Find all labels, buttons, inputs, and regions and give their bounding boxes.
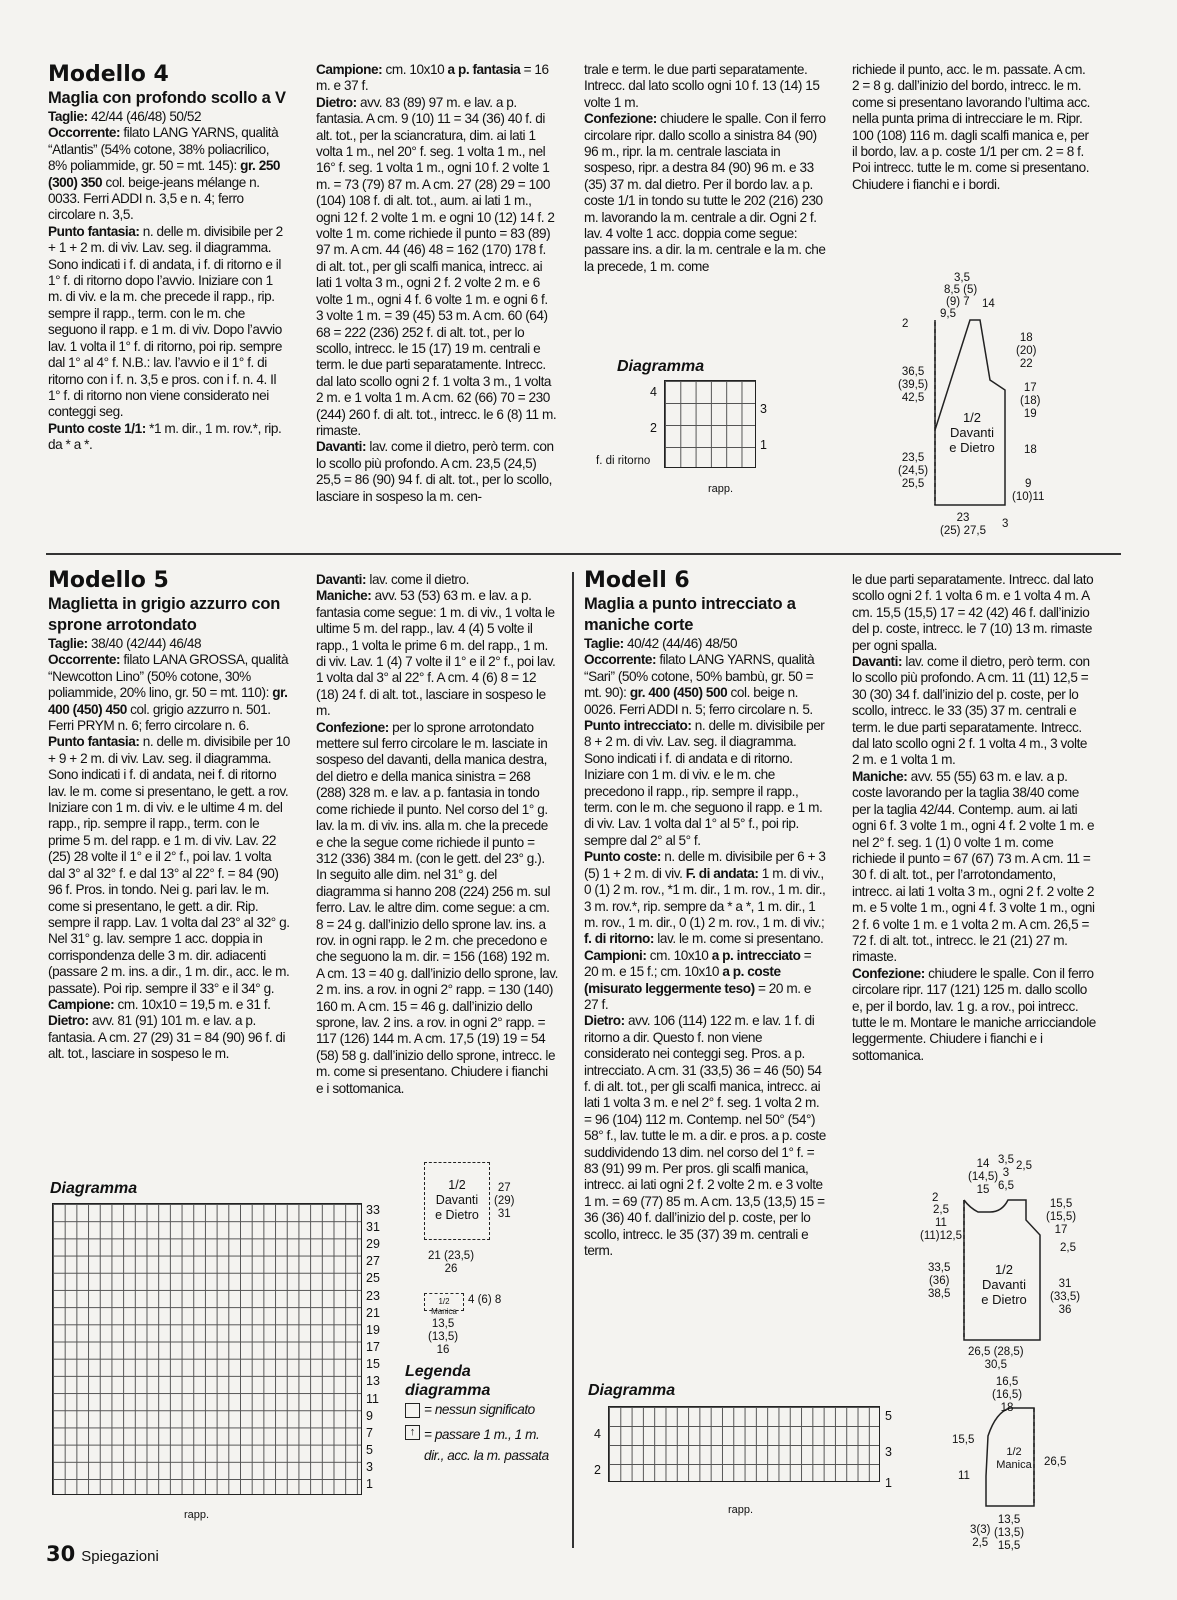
m4-l1: 36,5 (39,5) 42,5 (898, 366, 929, 404)
modello4-taglie: Taglie: 42/44 (46/48) 50/52 (48, 109, 202, 124)
modell6-punto-coste: Punto coste: n. delle m. divisibile per 6 + 3 (5) 1 + 2 m. di viv. F. di andata: 1 m. di viv., 0 (1) 2 m. rov., *1 m. dir., 1 m. rov., 1 m. dir., 3 m. rov.*, rip. sempre da * a *, 1 m. dir., 1 m. rov., 1 m. dir., 0 (1) 2 m. rov., 1 m. di viv.; f. di ritorno: lav. le m. come si presentano. (584, 849, 826, 947)
modello4-punto-fantasia: Punto fantasia: n. delle m. divisibile per 2 + 1 + 2 m. di viv. Lav. seg. il diagramma. Sono indicati i f. di andata, i f. di ritorno e il 1° f. di ritorno dopo l’avvio. Iniziare con 1 m. di viv. e la m. che precede il rapp., rip. sempre il rapp., term. con le m. che seguono il rapp. e 1 m. di viv. Dopo l’avvio lav. 1 volta il 1° f. di ritorno, poi rip. sempre dal 1° al 4° f. N.B.: lav. l’avvio e il 1° f. di ritorno con i f. n. 3,5 e pros. con i f. n. 4. Il 1° f. di ritorno non viene considerato nei conteggi seg. (48, 223, 283, 420)
legend-empty-text: = nessun significato (424, 1402, 535, 1417)
modello5-col6 (316, 572, 558, 1097)
m5-sleeve-label: 1/2 Manica (431, 1297, 457, 1316)
modello4-schematic (880, 270, 1060, 540)
m6-row-4: 4 (594, 1427, 601, 1441)
modell6-col8 (852, 572, 1096, 1064)
modello5-subtitle: Maglietta in grigio azzurro con sprone arrotondato (48, 595, 281, 634)
modell6-body-schematic (898, 1150, 1088, 1380)
modello4-stitch-diagram (664, 380, 756, 468)
m6-sleeve-bottom: 13,5 (13,5) 15,5 (994, 1514, 1025, 1552)
m5-row: 3 (366, 1460, 373, 1474)
modell6-title: Modell 6 (584, 568, 690, 593)
m5-row: 9 (366, 1409, 373, 1423)
m6-25: 2,5 (1016, 1160, 1032, 1172)
m5-sleeve-bottom: 13,5 (13,5) 16 (428, 1318, 459, 1356)
modello4-subtitle: Maglia con profondo scollo a V (48, 89, 286, 107)
modell6-occorrente: Occorrente: filato LANG YARNS, qualità “Sari” (50% cotone, 50% bambù, gr. 50 = mt. 90): gr. 400 (450) 500 col. beige n. 0026. Ferri ADDI n. 5; ferro circolare n. 5. (584, 652, 815, 717)
m6-r25: 2,5 (1060, 1242, 1076, 1254)
m5-row: 17 (366, 1340, 380, 1354)
modello4-diagram-title: Diagramma (617, 358, 705, 375)
modello4-dietro: Dietro: avv. 83 (89) 97 m. e lav. a p. fantasia. A cm. 9 (10) 11 = 34 (36) 40 f. di alt. tot., per la sciancratura, dim. ai lati 1 volta 1 m., nel 20° f. seg. 1 volta 1 m., nel 16° f. seg. 1 volta 1 m., ogni 10 f. 2 volte 1 m. = 73 (79) 87 m. A cm. 27 (28) 29 = 100 (104) 108 f. di alt. tot., aum. ai lati 1 m., ogni 12 f. 2 volte 1 m. e ogni 10 (12) 14 f. 2 volte 1 m. come richiede il punto = 83 (89) 97 m. A cm. 44 (46) 48 = 162 (170) 178 f. di alt. tot., per gli scalfi manica, intrecc. ai lati 1 volta 3 m., ogni 2 f. 2 volte 2 m. e 6 volte 1 m., ogni 4 f. 6 volte 1 m. e ogni 6 f. 3 volte 1 m. = 39 (45) 53 m. A cm. 60 (64) 68 = 222 (236) 252 f. di alt. tot., per lo scollo, intrecc. le 15 (17) 19 m. centrali e term. le due parti separatamente. Intrecc. dal lato scollo ogni 2 f. 1 volta 3 m., 1 volta 2 m. e 1 volta 1 m. A cm. 62 (66) 70 = 230 (244) 260 f. di alt. tot., intrecc. le 6 (8) 11 m. rimaste. (316, 94, 557, 438)
m6-label: 1/2 Davanti e Dietro (981, 1262, 1027, 1307)
modell6-punto-intrecciato: Punto intrecciato: n. delle m. divisibile per 8 + 2 m. di viv. Lav. seg. il diagramma. Sono indicati i f. di andata e di ritorno. Iniziare con 1 m. di viv. e le m. che precedono il rapp., rip. sempre il rapp., term. con le m. che seguono il rapp. e 1 m. di viv. Lav. 1 volta dal 1° al 5° f., poi rip. sempre dal 2° al 5° f. (584, 718, 825, 848)
modello4-col2 (316, 62, 558, 505)
modello5-title: Modello 5 (48, 568, 169, 593)
m4-r1: 18 (20) 22 (1016, 332, 1037, 370)
m4-r2: 17 (18) 19 (1020, 382, 1041, 420)
modell6-stitch-diagram (608, 1406, 880, 1482)
m5-body-bottom: 21 (23,5) 26 (428, 1250, 475, 1275)
m6-r1: 15,5 (15,5) 17 (1046, 1198, 1077, 1236)
m4-top-c: (9) 7 (946, 296, 970, 308)
m4-top-a: 3,5 (954, 272, 970, 284)
modello4-confezione-cont: richiede il punto, acc. le m. passate. A cm. 2 = 8 g. dall’inizio del bordo, intrecc. le m. come si presentano lavorando l’ultima acc. nella punta prima di intrecciare le m. Ripr. 100 (108) 116 m. dagli scalfi manica e, per il bordo, lav. a p. coste 1/1 per cm. 2 = 8 f. Poi intrecc. tutte le m. come si presentano. Chiudere i fianchi e i bordi. (852, 62, 1091, 192)
m4-top-b: 8,5 (5) (944, 284, 978, 296)
modell6-maniche: Maniche: avv. 55 (55) 63 m. e lav. a p. coste lavorando per la taglia 38/40 come per la taglia 42/44. Contemp. aum. ai lati ogni 6 f. 3 volte 1 m., ogni 4 f. 2 volte 1 m. e nel 2° f. seg. 1 (1) 0 volte 1 m. come richiede il punto = 67 (67) 73 m. A cm. 11 = 30 f. di alt. tot., per l’arrotondamento, intrecc. ai lati 1 volta 3 m., ogni 2 f. 2 volte 2 m. e 5 volte 1 m., ogni 4 f. 3 volte 1 m., ogni 2 f. 6 volte 1 m. e 1 volta 2 m. A cm. 26,5 = 72 f. di alt. tot., intrecc. le 21 (21) 27 m. rimaste. (852, 768, 1095, 965)
m4-top-d: 9,5 (940, 308, 956, 320)
modell6-sleeve-schematic (940, 1376, 1080, 1556)
m6-row-1: 1 (885, 1476, 892, 1490)
m5-row: 15 (366, 1357, 380, 1371)
modell6-dietro-cont: le due parti separatamente. Intrecc. dal lato scollo ogni 2 f. 1 volta 6 m. e 1 volta 4 m. A cm. 15,5 (15,5) 17 = 42 (42) 46 f. dall’inizio del p. coste, intrecc. le 7 (10) 13 m. rimaste per ogni spalla. (852, 572, 1094, 653)
modello4-rapp: rapp. (708, 483, 734, 495)
m4-2: 2 (902, 318, 909, 330)
m6-sleeve-right: 26,5 (1044, 1456, 1067, 1468)
modell6-diagram-title: Diagramma (588, 1382, 676, 1399)
m5-row: 27 (366, 1254, 380, 1268)
legend-empty-cell (405, 1403, 420, 1418)
modello4-col1 (48, 62, 290, 454)
m5-row: 33 (366, 1203, 380, 1217)
m6-sleeve-label: 1/2 Manica (996, 1446, 1032, 1471)
m5-body-label: 1/2 Davanti e Dietro (435, 1178, 479, 1222)
modello4-col4 (852, 62, 1095, 193)
modello5-punto-fantasia: Punto fantasia: n. delle m. divisibile per 10 + 9 + 2 m. di viv. Lav. seg. il diagramma. Sono indicati i f. di andata, nei f. di ritorno lav. le m. come si presentano, le gett. a rov. Iniziare con 1 m. di viv. e le ultime 4 m. del rapp., rip. sempre il rapp., term. con le prime 5 m. del rapp. e 1 m. di viv. Lav. 22 (25) 28 volte il 1° e il 2° f., poi lav. 1 volta dal 3° al 32° f. e dal 13° al 22° f. = 84 (90) 96 f. Pros. in tondo. Nei g. pari lav. le m. come si presentano, le gett. a dir. Rip. sempre il rapp. Lav. 1 volta dal 23° al 32° g. Nel 31° g. lav. sempre 1 acc. doppia in corrispondenza delle 3 m. dir. adiacenti (passare 2 m. ins. a dir., 1 m. dir., acc. le m. passate). Poi rip. sempre il 33° e il 34° g. (48, 734, 290, 996)
modell6-col7 (584, 568, 828, 1259)
m4-bottom: 23 (25) 27,5 (940, 512, 987, 537)
m4-r4: 9 (10)11 (1012, 478, 1045, 503)
modell6-taglie: Taglie: 40/42 (44/46) 48/50 (584, 636, 738, 651)
m5-row: 29 (366, 1237, 380, 1251)
m5-row: 19 (366, 1323, 380, 1337)
modello5-dietro: Dietro: avv. 81 (91) 101 m. e lav. a p. fantasia. A cm. 27 (29) 31 = 84 (90) 96 f. di alt. tot., lasciare in sospeso le m. (48, 1013, 286, 1062)
m6-r2: 31 (33,5) 36 (1050, 1278, 1081, 1316)
modello4-title: Modello 4 (48, 62, 169, 87)
modello5-davanti: Davanti: lav. come il dietro. (316, 572, 469, 587)
legend-arrow-cell: ↑ (405, 1425, 420, 1440)
column-divider (572, 572, 574, 1548)
m6-bottom: 26,5 (28,5) 30,5 (968, 1346, 1024, 1371)
modello4-row-2: 2 (650, 421, 657, 435)
m4-14: 14 (982, 298, 995, 310)
m5-row: 25 (366, 1271, 380, 1285)
m6-row-5: 5 (885, 1409, 892, 1423)
modello4-davanti-cont: trale e term. le due parti separatamente. Intrecc. dal lato scollo ogni 10 f. 13 (14) 15 volte 1 m. (584, 62, 820, 110)
modello5-rapp: rapp. (184, 1509, 210, 1521)
m6-l1: 2,5 11 (11)12,5 (920, 1204, 962, 1242)
modello4-row-3: 3 (760, 402, 767, 416)
page-footer (46, 1542, 159, 1566)
modell6-davanti: Davanti: lav. come il dietro, però term. con lo scollo più profondo. A cm. 11 (11) 12,5 = 30 (30) 34 f. dall’inizio del p. coste, per lo scollo, intrecc. le 33 (35) 37 m. centrali e term. le due parti separatamente. Intrecc. dal lato scollo ogni 2 f. 1 volta 4 m., 3 volte 2 m. e 1 volta 1 m. (852, 654, 1090, 768)
m5-row: 5 (366, 1443, 373, 1457)
modello5-taglie: Taglie: 38/40 (42/44) 46/48 (48, 636, 202, 651)
modello4-row-4: 4 (650, 385, 657, 399)
modello4-confezione: Confezione: chiudere le spalle. Con il ferro circolare ripr. dallo scollo a sinistra 84 (90) 96 m., ripr. la m. centrale lasciata in sospeso, ripr. a destra 84 (90) 96 m. e 33 (35) 37 m. dal dietro. Per il bordo lav. a p. coste 1/1 in tondo su tutte le 202 (216) 230 m. lavorando la m. centrale a dir. Ogni 2 f. lav. 4 volte 1 acc. doppia come segue: passare ins. a dir. la m. centrale e la m. che la precede, 1 m. come (584, 111, 826, 274)
m4-l2: 23,5 (24,5) 25,5 (898, 452, 929, 490)
m4-label: 1/2 Davanti e Dietro (949, 410, 995, 455)
section-divider (46, 553, 1121, 555)
m4-3: 3 (1002, 518, 1009, 530)
modello5-stitch-diagram (52, 1203, 362, 1495)
m5-row: 7 (366, 1426, 373, 1440)
m6-sleeve-l1: 15,5 (952, 1434, 975, 1446)
modello5-legend-title: Legenda diagramma (405, 1363, 491, 1399)
modell6-confezione: Confezione: chiudere le spalle. Con il ferro circolare ripr. 117 (121) 125 m. dallo scollo e, per il bordo, lav. 1 g. a rov., poi intrecc. tutte le m. Montare le maniche arricciandole leggermente. Chiudere i fianchi e i sottomanica. (852, 965, 1096, 1063)
modello4-punto-coste: Punto coste 1/1: *1 m. dir., 1 m. rov.*, rip. da * a *. (48, 420, 282, 453)
modello5-occorrente: Occorrente: filato LANA GROSSA, qualità “Newcotton Lino” (50% cotone, 30% poliammide, 20% lino, gr. 50 = mt. 110): gr. 400 (450) 450 col. grigio azzurro n. 501. Ferri PRYM n. 6; ferro circolare n. 6. (48, 652, 289, 734)
section-name: Spiegazioni (81, 1548, 159, 1565)
m4-r3: 18 (1024, 444, 1037, 456)
modello4-col3 (584, 62, 827, 275)
m5-row: 13 (366, 1374, 380, 1388)
m6-l2: 33,5 (36) 38,5 (928, 1262, 951, 1300)
modello5-col5 (48, 568, 290, 1063)
m5-row: 23 (366, 1289, 380, 1303)
m6-top2: 3,5 3 6,5 (998, 1154, 1014, 1192)
modello5-campione: Campione: cm. 10x10 = 19,5 m. e 31 f. (48, 996, 271, 1012)
m5-row: 11 (366, 1392, 379, 1406)
m5-row: 31 (366, 1220, 380, 1234)
modello5-confezione: Confezione: per lo sprone arrotondato mettere sul ferro circolare le m. lasciate in sospeso del davanti, della manica destra, del dietro e della manica sinistra = 268 (288) 328 m. e lav. a p. fantasia in tondo come richiede il punto. Nel corso del 1° g. lav. la m. di viv. ins. alla m. che la precede e che la segue come richiede il punto = 312 (336) 384 m. (con le gett. del 23° g.). In seguito alle dim. nel 31° g. del diagramma si hanno 208 (224) 256 m. sul ferro. Lav. le altre dim. come segue: a cm. 8 = 24 g. dall’inizio dello sprone lav. ins. a rov. in ogni rapp. le 2 m. che precedono e che seguono la m. dir. = 156 (168) 192 m. A cm. 13 = 40 g. dall’inizio dello sprone, lav. 2 m. ins. a rov. in ogni 2° rapp. = 130 (140) 160 m. A cm. 15 = 46 g. dall’inizio dello sprone, lav. 2 ins. a rov. in ogni 2° rapp. = 117 (126) 144 m. A cm. 17,5 (19) 19 = 54 (58) 58 g. dall’inizio dello sprone, intrecc. le m. come si presentano. Chiudere i fianchi e i sottomanica. (316, 719, 558, 1096)
m6-row-3: 3 (885, 1445, 892, 1459)
m6-sleeve-top: 16,5 (16,5) 18 (992, 1376, 1023, 1414)
modell6-rapp: rapp. (728, 1504, 754, 1516)
m6-sleeve-l2: 11 (958, 1470, 970, 1482)
modello4-occorrente: Occorrente: filato LANG YARNS, qualità “Atlantis” (54% cotone, 38% poliacrilico, 8% poliammide, gr. 50 = mt. 145): gr. 250 (300) 350 col. beige-jeans mélange n. 0033. Ferri ADDI n. 3,5 e n. 4; ferro circolare n. 3,5. (48, 125, 281, 223)
m6-top: 14 (14,5) 15 (968, 1158, 999, 1196)
modell6-campioni: Campioni: cm. 10x10 a p. intrecciato = 20 m. e 15 f.; cm. 10x10 a p. coste (misurato leggermente teso) = 20 m. e 27 f. (584, 947, 812, 1012)
modell6-dietro: Dietro: avv. 106 (114) 122 m. e lav. 1 f. di ritorno a dir. Questo f. non viene considerato nei conteggi seg. Pros. a p. intrecciato. A cm. 31 (33,5) 36 = 46 (50) 54 f. di alt. tot., per gli scalfi manica, intrecc. ai lati 1 volta 3 m. e nel 2° f. seg. 1 volta 2 m. = 96 (104) 112 m. Contemp. nel 50° (54°) 58° f., lav. tutte le m. a dir. e pros. a p. coste suddividendo 13 dim. nel corso del 1° f. = 83 (91) 99 m. Per pros. gli scalfi manica, intrecc. ai lati ogni 2 f. 2 volte 2 m. e 3 volte 1 m. = 69 (77) 85 m. A cm. 13,5 (13,5) 15 = 36 (36) 40 f. dall’inizio del p. coste, per lo scollo, intrecc. le 35 (37) 39 m. centrali e term. (584, 1013, 826, 1259)
m5-sleeve-right: 4 (6) 8 (468, 1294, 502, 1306)
modello5-diagram-title: Diagramma (50, 1180, 138, 1197)
m5-body-right: 27 (29) 31 (494, 1182, 515, 1220)
m6-sleeve-b2: 3(3) 2,5 (970, 1524, 991, 1549)
modello4-row-ritorno: f. di ritorno (596, 455, 651, 467)
modello5-maniche: Maniche: avv. 53 (53) 63 m. e lav. a p. fantasia come segue: 1 m. di viv., 1 volta le ultime 5 m. del rapp., lav. 4 (4) 5 volte il rapp., 1 volta le prime 6 m. del rapp., 1 m. di viv. Lav. 1 (4) 7 volte il 1° e il 2° f., poi lav. 1 volta dal 3° al 22° f. A cm. 4 (6) 8 = 12 (18) 24 f. di alt. tot., lasciare in sospeso le m. (316, 588, 556, 719)
page-number: 30 (46, 1542, 76, 1566)
m5-row: 1 (366, 1477, 373, 1491)
legend-arrow-text: = passare 1 m., 1 m. dir., acc. la m. passata (424, 1427, 549, 1463)
modello4-row-1: 1 (760, 438, 767, 452)
modell6-subtitle: Maglia a punto intrecciato a maniche corte (584, 595, 796, 634)
modello4-davanti: Davanti: lav. come il dietro, però term. con lo scollo più profondo. A cm. 23,5 (24,5) 25,5 = 86 (90) 94 f. di alt. tot., per lo scollo, lasciare in sospeso la m. cen- (316, 439, 554, 504)
m6-row-2: 2 (594, 1463, 601, 1477)
modello4-campione: Campione: cm. 10x10 a p. fantasia = 16 m. e 37 f. (316, 62, 549, 94)
m6-2: 2 (932, 1192, 939, 1204)
m5-row: 21 (366, 1306, 380, 1320)
